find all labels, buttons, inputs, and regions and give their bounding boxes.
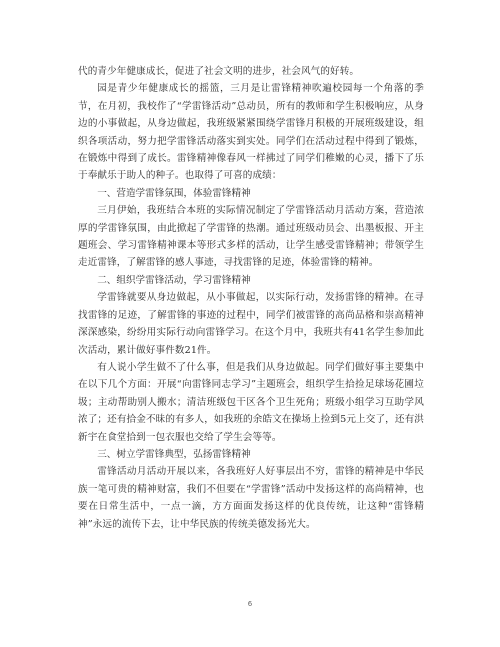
paragraph-intro-continuation: 代的青少年健康成长，促进了社会文明的进步，社会风气的好转。 [78,66,360,77]
paragraph-section-3: 雷锋活动月活动开展以来，各我班好人好事层出不穷，雷锋的精神是中华民族一笔可贵的精神财富，我们不但要在“学雷锋”活动中发扬这样的高尚精神，也要在日常生活中，一点一滴，方方面面发扬这样的优良传统，让这种“雷锋精神”永远的流传下去，让中华民族的传统美德发扬光大。 [78,466,424,530]
paragraph-section-2b: 有人说小学生做不了什么事，但是我们从身边做起。同学们做好事主要集中在以下几个方面：开展“向雷锋同志学习”主题班会，组织学生拾捡足球场花圃垃圾；主动帮助别人搬水；清洁班级包干区各个卫生死角；班级小组学习互助学风浓了；还有拾金不昧的有多人，如我班的余皓文在操场上捡到5元上交了，还有洪新宇在食堂拾到一包衣服也交给了学生会等等。 [78,361,424,443]
paragraph-section-2a: 学雷锋就要从身边做起，从小事做起，以实际行动，发扬雷锋的精神。在寻找雷锋的足迹，了解雷锋的事迹的过程中，同学们被雷锋的高尚品格和崇高精神深深感染，纷纷用实际行动向雷锋学习。在这个月中，我班共有41名学生参加此次活动，累计做好事件数21件。 [78,292,424,356]
section-heading-1: 一、营造学雷锋氛围，体验雷锋精神 [97,187,251,199]
section-heading-3: 三、树立学雷锋典型，弘扬雷锋精神 [97,448,251,460]
paragraph-school-activity: 园是青少年健康成长的摇篮，三月是让雷锋精神吹遍校园每一个角落的季节，在月初，我校作了“学雷锋活动”总动员，所有的教师和学生积极响应，从身边的小事做起，从身边做起，我班级紧紧围绕学雷锋月积极的开展班级建设，组织各项活动，努力把学雷锋活动落实到实处。同学们在活动过程中得到了锻炼，在锻炼中得到了成长。雷锋精神像春风一样拂过了同学们稚嫩的心灵，播下了乐于奉献乐于助人的种子。也取得了可喜的成绩： [78,83,424,182]
section-heading-2: 二、组织学雷锋活动，学习雷锋精神 [97,274,251,286]
document-body [78,63,424,533]
page-number: 6 [247,600,253,608]
paragraph-section-1: 三月伊始，我班结合本班的实际情况制定了学雷锋活动月活动方案，营造浓厚的学雷锋氛围，由此掀起了学雷锋的热潮。通过班级动员会、出墨板报、开主题班会、学习雷锋精神课本等形式多样的活动，让学生感受雷锋精神；带领学生走近雷锋，了解雷锋的感人事迹，寻找雷锋的足迹，体验雷锋的精神。 [78,205,424,269]
